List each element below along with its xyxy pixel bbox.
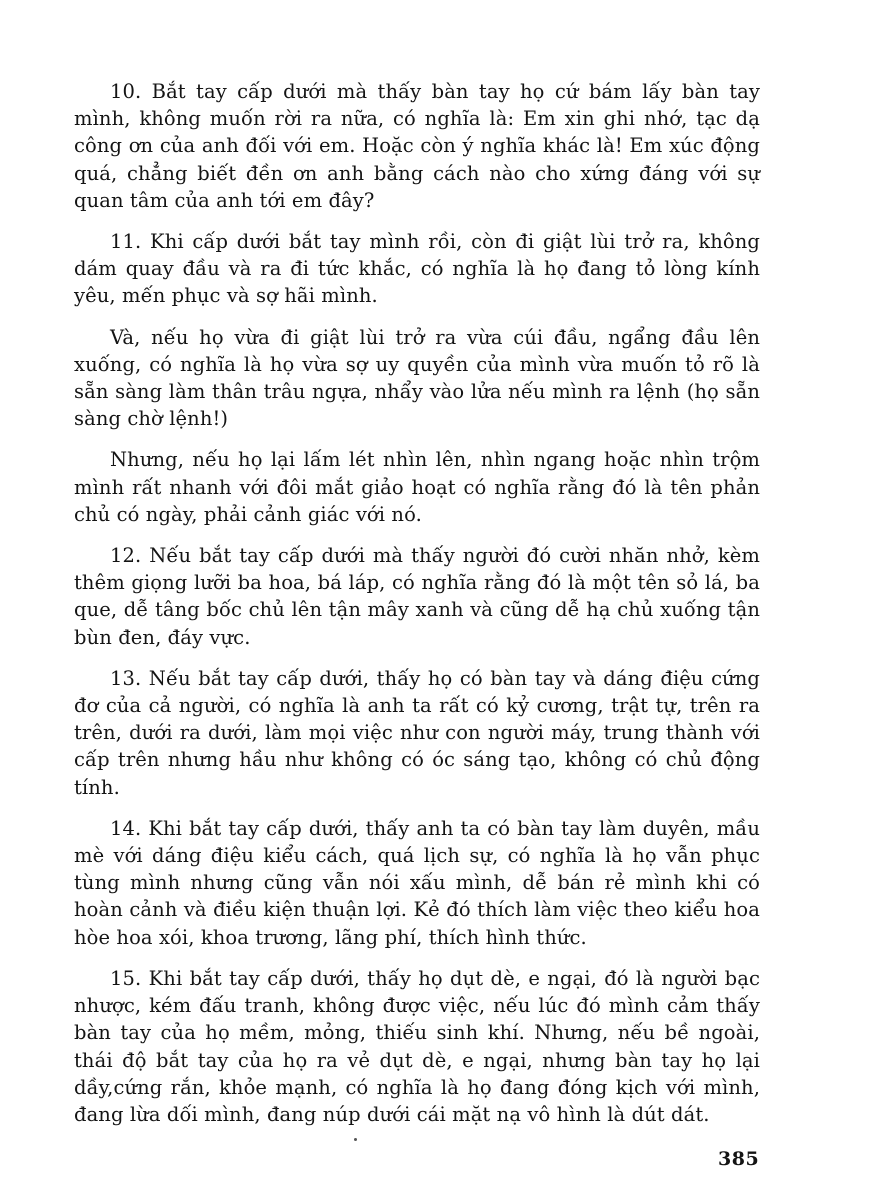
paragraph-11-continued: Và, nếu họ vừa đi giật lùi trở ra vừa cúi đầu, ngẩng đầu lên xuống, có nghĩa là họ vừa sợ uy quyền của mình vừa muốn tỏ rõ là sẵn sàng làm thân trâu ngựa, nhẩy vào lửa nếu mình ra lệnh (họ sẵn sàng chờ lệnh!) xyxy=(74,325,760,431)
paragraph-11-note: Nhưng, nếu họ lại lấm lét nhìn lên, nhìn ngang hoặc nhìn trộm mình rất nhanh với đôi mắt giảo hoạt có nghĩa rằng đó là tên phản chủ có ngày, phải cảnh giác với nó. xyxy=(74,448,760,526)
page-number: 385 xyxy=(718,1148,760,1170)
paragraph-15: 15. Khi bắt tay cấp dưới, thấy họ dụt dè, e ngại, đó là người bạc nhược, kém đấu tranh, không được việc, nếu lúc đó mình cảm thấy bàn tay của họ mềm, mỏng, thiếu sinh khí. Nhưng, nếu bề ngoài, thái độ bắt tay của họ ra vẻ dụt dè, e ngại, nhưng bàn tay họ lại dầy,cứng rắn, khỏe mạnh, có nghĩa là họ đang đóng kịch với mình, đang lừa dối mình, đang núp dưới cái mặt nạ vô hình là dút dát. xyxy=(74,966,760,1126)
scan-speck xyxy=(354,1138,357,1141)
paragraph-11: 11. Khi cấp dưới bắt tay mình rồi, còn đi giật lùi trở ra, không dám quay đầu và ra đi tức khắc, có nghĩa là họ đang tỏ lòng kính yêu, mến phục và sợ hãi mình. xyxy=(74,230,760,308)
paragraph-14: 14. Khi bắt tay cấp dưới, thấy anh ta có bàn tay làm duyên, mầu mè với dáng điệu kiểu cách, quá lịch sự, có nghĩa là họ vẫn phục tùng mình nhưng cũng vẫn nói xấu mình, dễ bán rẻ mình khi có hoàn cảnh và điều kiện thuận lợi. Kẻ đó thích làm việc theo kiểu hoa hòe hoa xói, khoa trương, lãng phí, thích hình thức. xyxy=(74,816,760,949)
paragraph-10: 10. Bắt tay cấp dưới mà thấy bàn tay họ cứ bám lấy bàn tay mình, không muốn rời ra nữa, có nghĩa là: Em xin ghi nhớ, tạc dạ công ơn của anh đối với em. Hoặc còn ý nghĩa khác là! Em xúc động quá, chẳng biết đền ơn anh bằng cách nào cho xứng đáng với sự quan tâm của anh tới em đây? xyxy=(74,80,760,212)
page-body xyxy=(74,78,760,1142)
paragraph-12: 12. Nếu bắt tay cấp dưới mà thấy người đó cười nhăn nhở, kèm thêm giọng lưỡi ba hoa, bá láp, có nghĩa rằng đó là một tên sỏ lá, ba que, dễ tâng bốc chủ lên tận mây xanh và cũng dễ hạ chủ xuống tận bùn đen, đáy vực. xyxy=(74,544,760,649)
paragraph-13: 13. Nếu bắt tay cấp dưới, thấy họ có bàn tay và dáng điệu cứng đơ của cả người, có nghĩa là anh ta rất có kỷ cương, trật tự, trên ra trên, dưới ra dưới, làm mọi việc như con người máy, trung thành với cấp trên nhưng hầu như không có óc sáng tạo, không có chủ động tính. xyxy=(74,666,760,799)
